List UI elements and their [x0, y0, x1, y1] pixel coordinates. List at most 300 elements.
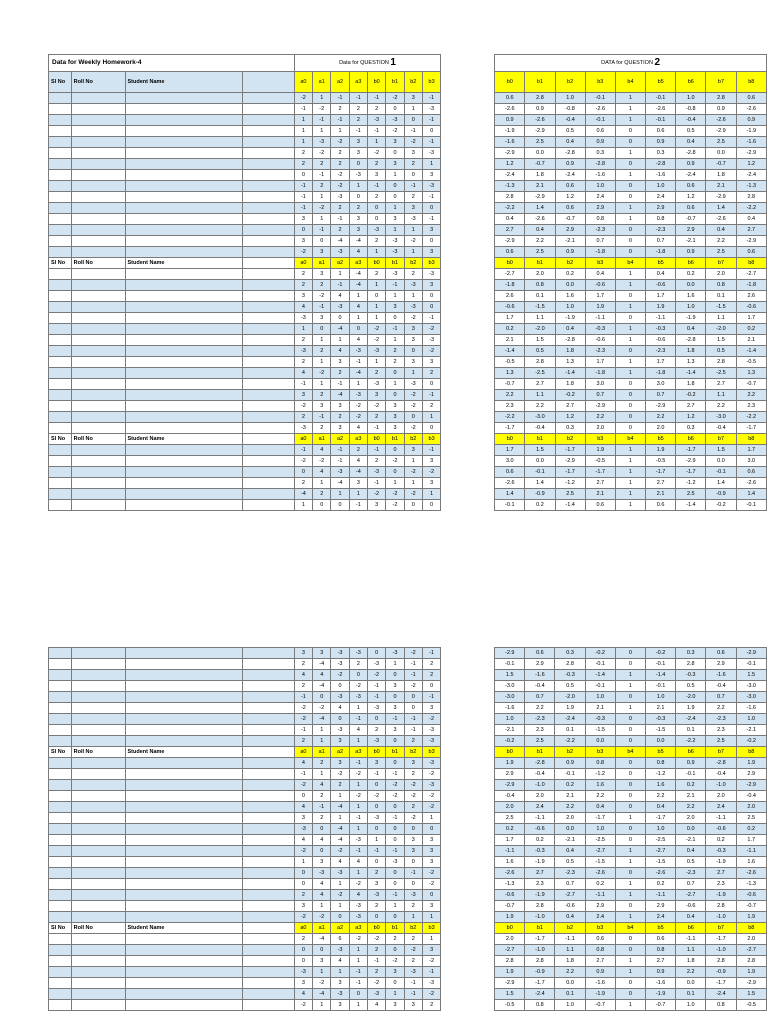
q1-value-cell: 2: [368, 192, 386, 203]
gap-cell: [441, 978, 495, 989]
table-row: [49, 989, 767, 1000]
q2-value-cell: -0.3: [555, 670, 585, 681]
sl-no-cell: [49, 379, 72, 390]
q1-value-cell: -3: [386, 857, 404, 868]
q1-value-cell: -3: [422, 736, 440, 747]
q2-value-cell: -1.3: [495, 181, 525, 192]
q1-value-cell: -2: [404, 813, 422, 824]
q2-value-cell: 2.3: [525, 725, 555, 736]
q1-value-cell: -2: [404, 401, 422, 412]
q2-col-header: b7: [706, 923, 736, 934]
q2-value-cell: 1.9: [646, 302, 676, 313]
q2-col-header: b7: [706, 258, 736, 269]
q1-value-cell: 0: [368, 824, 386, 835]
roll-no-cell: [71, 824, 125, 835]
roll-no-cell: [71, 390, 125, 401]
q2-value-cell: 1.6: [555, 291, 585, 302]
q1-value-cell: -3: [349, 390, 367, 401]
gap-cell: [441, 401, 495, 412]
spacer-cell: [242, 500, 294, 511]
q1-value-cell: 2: [294, 335, 312, 346]
q1-value-cell: -1: [294, 192, 312, 203]
table-row: [49, 192, 767, 203]
q2-value-cell: -1.7: [706, 978, 736, 989]
q2-value-cell: 2.2: [525, 236, 555, 247]
q1-value-cell: 0: [386, 670, 404, 681]
roll-no-cell: [71, 203, 125, 214]
q1-value-cell: -2: [368, 324, 386, 335]
q2-value-cell: -0.5: [736, 1000, 766, 1011]
q2-col-header: b0: [495, 258, 525, 269]
q1-value-cell: -2: [404, 791, 422, 802]
q1-value-cell: 1: [404, 368, 422, 379]
student-name-cell: [125, 126, 242, 137]
student-name-header: Student Name: [125, 923, 243, 934]
sl-no-cell: [49, 335, 72, 346]
q1-value-cell: 4: [313, 879, 331, 890]
q2-value-cell: -0.1: [736, 500, 766, 511]
table-row: [49, 379, 767, 390]
q1-value-cell: 1: [313, 126, 331, 137]
table-row: [49, 467, 767, 478]
roll-no-cell: [71, 791, 125, 802]
roll-no-header: Roll No: [71, 747, 125, 758]
q1-value-cell: -2: [386, 780, 404, 791]
q2-value-cell: -2.4: [676, 714, 706, 725]
q1-value-cell: 0: [386, 467, 404, 478]
q2-value-cell: 1: [615, 912, 645, 923]
q1-value-cell: -3: [331, 648, 349, 659]
q2-value-cell: 1.7: [495, 445, 525, 456]
q2-value-cell: 0.7: [646, 390, 676, 401]
q2-value-cell: -2.2: [495, 412, 525, 423]
sl-no-cell: [49, 401, 72, 412]
q1-value-cell: 2: [294, 659, 312, 670]
q2-value-cell: 0.4: [676, 324, 706, 335]
q1-value-cell: -3: [422, 758, 440, 769]
q2-value-cell: 0: [615, 714, 645, 725]
q2-value-cell: -0.2: [585, 648, 615, 659]
q1-value-cell: -3: [368, 890, 386, 901]
q2-value-cell: 0.4: [555, 846, 585, 857]
q2-value-cell: 1.0: [646, 181, 676, 192]
roll-no-cell: [71, 335, 125, 346]
q2-value-cell: -0.9: [706, 967, 736, 978]
q2-value-cell: 2.1: [495, 335, 525, 346]
gap-cell: [441, 368, 495, 379]
q1-col-header: b1: [386, 923, 404, 934]
q2-value-cell: 0.8: [706, 1000, 736, 1011]
spacer-cell: [242, 137, 294, 148]
q2-value-cell: 0.6: [495, 247, 525, 258]
q1-col-header: a2: [331, 434, 349, 445]
q1-value-cell: 2: [294, 412, 312, 423]
q1-value-cell: 3: [294, 978, 312, 989]
q1-value-cell: -3: [386, 269, 404, 280]
q2-value-cell: -2.9: [736, 978, 766, 989]
q1-value-cell: 4: [349, 725, 367, 736]
q2-value-cell: 2.2: [676, 967, 706, 978]
q2-value-cell: 0: [615, 835, 645, 846]
q2-value-cell: -0.9: [525, 967, 555, 978]
q2-value-cell: 1: [615, 203, 645, 214]
q1-col-header: b2: [404, 72, 422, 93]
q2-value-cell: 0: [615, 725, 645, 736]
q1-value-cell: 1: [404, 912, 422, 923]
q1-value-cell: 1: [349, 736, 367, 747]
table-row: [49, 148, 767, 159]
q1-value-cell: 3: [404, 148, 422, 159]
sl-no-cell: [49, 390, 72, 401]
q1-value-cell: 1: [313, 769, 331, 780]
q2-value-cell: -0.4: [736, 791, 766, 802]
roll-no-cell: [71, 945, 125, 956]
q2-value-cell: 0.6: [555, 203, 585, 214]
q1-value-cell: 1: [294, 115, 312, 126]
q1-value-cell: 0: [404, 346, 422, 357]
q2-value-cell: 0.5: [555, 681, 585, 692]
q1-value-cell: -2: [404, 489, 422, 500]
spacer-cell: [243, 835, 295, 846]
sl-no-header: Sl No: [49, 747, 72, 758]
table-row: [49, 445, 767, 456]
table-row: [49, 291, 767, 302]
student-name-cell: [125, 868, 243, 879]
q2-value-cell: 0.5: [706, 346, 736, 357]
q1-value-cell: 2: [368, 412, 386, 423]
student-name-cell: [125, 456, 242, 467]
q1-col-header: b1: [386, 747, 404, 758]
q2-value-cell: -2.6: [495, 868, 525, 879]
q1-value-cell: 0: [368, 802, 386, 813]
q2-value-cell: -0.7: [706, 159, 736, 170]
student-name-cell: [125, 467, 242, 478]
q1-value-cell: -2: [313, 978, 331, 989]
q2-value-cell: -0.1: [495, 659, 525, 670]
gap-cell: [441, 93, 495, 104]
q1-value-cell: -3: [331, 192, 349, 203]
roll-no-cell: [71, 346, 125, 357]
q1-value-cell: 3: [386, 967, 404, 978]
q2-value-cell: 1.0: [585, 181, 615, 192]
q2-value-cell: -1.5: [706, 302, 736, 313]
spacer-cell: [243, 1000, 295, 1011]
q1-value-cell: 0: [368, 291, 386, 302]
roll-no-cell: [71, 659, 125, 670]
q2-value-cell: 1.4: [706, 478, 736, 489]
q1-value-cell: 0: [404, 879, 422, 890]
q1-value-cell: -1: [349, 846, 367, 857]
q2-value-cell: -2.2: [555, 736, 585, 747]
q2-col-header: b4: [615, 434, 645, 445]
q2-value-cell: -1.1: [495, 846, 525, 857]
q2-value-cell: 2.9: [525, 659, 555, 670]
table-row: [49, 93, 767, 104]
q2-value-cell: 0.8: [585, 214, 615, 225]
q2-value-cell: 1.7: [495, 835, 525, 846]
student-name-cell: [125, 192, 242, 203]
q1-col-header: b0: [368, 747, 386, 758]
q2-value-cell: 1.7: [585, 291, 615, 302]
q1-value-cell: 3: [331, 357, 349, 368]
q1-value-cell: 4: [294, 758, 312, 769]
q1-value-cell: -3: [404, 967, 422, 978]
q1-value-cell: -3: [294, 346, 312, 357]
q2-value-cell: 1.7: [495, 313, 525, 324]
q2-value-cell: -2.7: [585, 846, 615, 857]
q1-value-cell: -3: [422, 181, 440, 192]
q2-col-header: b0: [495, 747, 525, 758]
q1-value-cell: 2: [404, 956, 422, 967]
q2-value-cell: 1.4: [525, 203, 555, 214]
q1-value-cell: 0: [386, 868, 404, 879]
roll-no-cell: [71, 412, 125, 423]
roll-no-cell: [71, 93, 125, 104]
q1-value-cell: -1: [349, 93, 367, 104]
q1-value-cell: 3: [404, 335, 422, 346]
q2-value-cell: -0.2: [555, 390, 585, 401]
q1-value-cell: -3: [294, 967, 312, 978]
sl-no-cell: [49, 978, 72, 989]
q2-value-cell: 0.0: [555, 824, 585, 835]
q2-value-cell: -2.6: [646, 104, 676, 115]
q1-value-cell: 1: [294, 324, 312, 335]
q1-value-cell: -2: [349, 681, 367, 692]
q1-col-header: b3: [422, 434, 440, 445]
table-row: [49, 423, 767, 434]
q2-value-cell: -2.7: [676, 890, 706, 901]
q2-value-cell: 2.1: [646, 489, 676, 500]
q1-value-cell: 0: [422, 500, 440, 511]
q1-value-cell: -4: [331, 478, 349, 489]
q1-value-cell: 0: [404, 500, 422, 511]
gap-cell: [441, 890, 495, 901]
q2-value-cell: 2.7: [525, 379, 555, 390]
table-row: [49, 390, 767, 401]
q1-value-cell: -1: [368, 956, 386, 967]
q1-value-cell: 0: [422, 203, 440, 214]
spacer-cell: [242, 291, 294, 302]
q2-value-cell: 0.9: [736, 115, 766, 126]
q1-value-cell: -2: [422, 868, 440, 879]
q2-value-cell: 1.8: [706, 170, 736, 181]
q2-value-cell: 0.6: [676, 181, 706, 192]
q1-value-cell: 0: [386, 824, 404, 835]
sl-no-cell: [49, 681, 72, 692]
q1-value-cell: 0: [368, 714, 386, 725]
spacer-cell: [242, 225, 294, 236]
gap-cell: [441, 467, 495, 478]
spacer-cell: [243, 890, 295, 901]
q2-value-cell: 0.8: [646, 214, 676, 225]
spacer-cell: [242, 72, 294, 93]
q1-value-cell: 0: [422, 423, 440, 434]
q2-value-cell: 1: [615, 478, 645, 489]
gap-cell: [441, 302, 495, 313]
q1-value-cell: -2: [404, 467, 422, 478]
q2-value-cell: -0.6: [555, 901, 585, 912]
q1-value-cell: 1: [368, 302, 386, 313]
q1-value-cell: 1: [313, 335, 331, 346]
q2-value-cell: -1.7: [736, 423, 766, 434]
q2-value-cell: 2.2: [585, 412, 615, 423]
q2-value-cell: -2.6: [646, 868, 676, 879]
q2-value-cell: 2.0: [706, 791, 736, 802]
roll-no-cell: [71, 489, 125, 500]
q1-value-cell: 3: [386, 412, 404, 423]
q1-value-cell: 1: [422, 412, 440, 423]
roll-no-cell: [71, 324, 125, 335]
q2-value-cell: 2.2: [676, 802, 706, 813]
q1-value-cell: -2: [422, 989, 440, 1000]
q2-value-cell: 0.8: [706, 280, 736, 291]
q2-value-cell: -1.8: [646, 247, 676, 258]
q1-value-cell: -1: [349, 978, 367, 989]
q2-value-cell: 1: [615, 148, 645, 159]
q2-value-cell: 0.6: [646, 126, 676, 137]
q1-value-cell: -3: [404, 890, 422, 901]
q1-value-cell: 3: [386, 137, 404, 148]
q2-value-cell: -1.6: [646, 978, 676, 989]
q1-value-cell: 1: [404, 225, 422, 236]
q2-value-cell: 0.4: [585, 802, 615, 813]
q2-value-cell: 2.4: [585, 192, 615, 203]
q1-value-cell: -2: [313, 703, 331, 714]
q2-value-cell: -0.1: [676, 769, 706, 780]
q2-value-cell: -1.7: [676, 445, 706, 456]
spacer-cell: [242, 456, 294, 467]
q2-value-cell: 1.2: [555, 192, 585, 203]
table-row: [49, 791, 767, 802]
table-row: [49, 1000, 767, 1011]
q1-value-cell: 3: [294, 390, 312, 401]
student-name-cell: [125, 379, 242, 390]
gap-cell: [441, 846, 495, 857]
q2-value-cell: 1: [615, 846, 645, 857]
gap-cell: [441, 137, 495, 148]
sl-no-cell: [49, 181, 72, 192]
q2-value-cell: -1.5: [525, 302, 555, 313]
q1-value-cell: 1: [331, 901, 349, 912]
q2-value-cell: 2.9: [736, 769, 766, 780]
q2-col-header: b4: [615, 923, 645, 934]
q2-value-cell: -0.4: [525, 769, 555, 780]
q1-value-cell: 2: [368, 159, 386, 170]
sl-no-cell: [49, 791, 72, 802]
q1-col-header: b3: [422, 258, 440, 269]
q1-value-cell: 2: [331, 780, 349, 791]
gap-cell: [441, 769, 495, 780]
q1-value-cell: -1: [349, 357, 367, 368]
q2-value-cell: 2.5: [525, 247, 555, 258]
q2-value-cell: 0.5: [525, 346, 555, 357]
sl-no-cell: [49, 412, 72, 423]
q1-value-cell: 3: [422, 357, 440, 368]
q2-value-cell: 1.0: [646, 824, 676, 835]
q2-value-cell: 0.4: [585, 269, 615, 280]
q1-col-header: b0: [368, 923, 386, 934]
table-row: [49, 802, 767, 813]
spacer-cell: [242, 412, 294, 423]
q2-value-cell: 1.6: [736, 857, 766, 868]
student-name-cell: [125, 780, 243, 791]
q2-value-cell: -0.1: [555, 769, 585, 780]
q1-col-header: a3: [349, 72, 367, 93]
q1-value-cell: 4: [349, 335, 367, 346]
q2-value-cell: -1.9: [646, 989, 676, 1000]
q1-value-cell: -1: [313, 225, 331, 236]
sl-no-cell: [49, 879, 72, 890]
q2-value-cell: 1.3: [555, 357, 585, 368]
q2-col-header: b6: [676, 434, 706, 445]
table-row: [49, 236, 767, 247]
q2-value-cell: 1.0: [736, 714, 766, 725]
spacer-cell: [243, 978, 295, 989]
q1-value-cell: -2: [422, 467, 440, 478]
q2-value-cell: 2.0: [555, 813, 585, 824]
q1-value-cell: -3: [294, 313, 312, 324]
q2-value-cell: 2.2: [646, 412, 676, 423]
q1-value-cell: 1: [349, 956, 367, 967]
q1-value-cell: 1: [313, 901, 331, 912]
q2-value-cell: -0.4: [555, 115, 585, 126]
q2-value-cell: 2.2: [495, 390, 525, 401]
q2-value-cell: -2.4: [555, 170, 585, 181]
q2-value-cell: -0.6: [736, 302, 766, 313]
q2-value-cell: 1.6: [495, 857, 525, 868]
q2-value-cell: 0: [615, 159, 645, 170]
q1-value-cell: 0: [331, 500, 349, 511]
spacer-cell: [242, 368, 294, 379]
q2-value-cell: 0.3: [555, 648, 585, 659]
q1-value-cell: -4: [294, 489, 312, 500]
q1-value-cell: -2: [331, 181, 349, 192]
q2-value-cell: -2.5: [706, 368, 736, 379]
q1-value-cell: -1: [313, 170, 331, 181]
q2-value-cell: -0.2: [736, 736, 766, 747]
q2-value-cell: 2.0: [646, 423, 676, 434]
q2-value-cell: 0.9: [676, 247, 706, 258]
q1-value-cell: 0: [404, 115, 422, 126]
q2-value-cell: -0.6: [736, 890, 766, 901]
gap-cell: [441, 236, 495, 247]
q1-value-cell: 1: [386, 379, 404, 390]
q2-value-cell: 2.3: [736, 401, 766, 412]
q2-value-cell: 1.0: [585, 692, 615, 703]
q1-value-cell: 1: [313, 214, 331, 225]
q2-value-cell: 1: [615, 670, 645, 681]
student-name-cell: [125, 423, 242, 434]
q2-value-cell: -2.9: [676, 456, 706, 467]
q2-value-cell: -2.0: [676, 692, 706, 703]
q1-value-cell: 1: [404, 104, 422, 115]
q1-value-cell: -1: [294, 379, 312, 390]
roll-no-cell: [71, 879, 125, 890]
q2-value-cell: 1.0: [555, 93, 585, 104]
table-row: [49, 456, 767, 467]
q1-value-cell: 3: [349, 148, 367, 159]
q2-value-cell: -1.9: [676, 313, 706, 324]
q1-value-cell: -3: [386, 115, 404, 126]
q2-value-cell: 0.4: [646, 802, 676, 813]
q1-value-cell: -2: [368, 670, 386, 681]
table-row: [49, 489, 767, 500]
sl-no-header: Sl No: [49, 434, 72, 445]
q1-col-header: b1: [386, 72, 404, 93]
gap-cell: [441, 824, 495, 835]
spacer-cell: [242, 313, 294, 324]
q2-value-cell: 0.3: [646, 148, 676, 159]
